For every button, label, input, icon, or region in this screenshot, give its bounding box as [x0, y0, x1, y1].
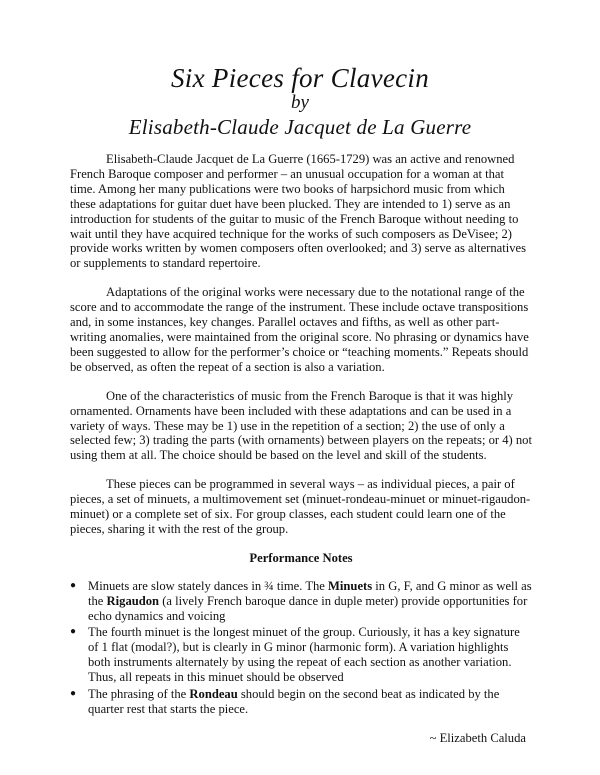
programming-paragraph: These pieces can be programmed in several ways – as individual pieces, a pair of pieces, a set of minuets, a multimovement set (minuet-rondeau-minuet or minuet-rigaudon-minuet) or a complete set of six. For group classes, each student could learn one of the pieces, sharing it with the rest of the group. — [70, 477, 531, 536]
note-bold-term: Rondeau — [189, 687, 238, 702]
note-bold-term: Rigaudon — [106, 593, 160, 608]
note-text: in G, F, and G minor as well as the — [88, 578, 532, 608]
note-text: The phrasing of the — [88, 687, 190, 702]
signature: ~ Elizabeth Caluda — [429, 730, 526, 745]
byline-word: by — [291, 92, 309, 114]
intro-paragraph: Elisabeth-Claude Jacquet de La Guerre (1665-1729) was an active and renowned French Baroque composer and performer – an unusual occupation for a woman at that time. Among her many publications were two books of harpsichord music from which these adaptations for guitar duet have been plucked. They are intended to 1) serve as an introduction for students of the guitar to music of the French Baroque without needing to wait until they have acquired technique for the works of such composers as DeVisee; 2) provide works written by women composers often overlooked; and 3) serve as alternatives or supplements to standard repertoire. — [70, 152, 527, 271]
note-text: should begin on the second beat as indicated by the quarter rest that starts the piece. — [88, 687, 500, 716]
adaptations-paragraph: Adaptations of the original works were necessary due to the notational range of the score and to accommodate the range of the instrument. These include octave transpositions and, in some instances, key changes. Parallel octaves and fifths, as well as other part-writing anomalies, were maintained from the original score. No phrasing or dynamics have been suggested to allow for the performer’s choice or “teaching moments.” Repeats should be observed, as often the repeat of a section is also a variation. — [70, 285, 529, 374]
title-block — [0, 64, 600, 138]
bullet-icon: ● — [70, 579, 77, 591]
list-item — [70, 625, 532, 685]
performance-notes-heading: Performance Notes — [249, 550, 353, 565]
note-text: The fourth minuet is the longest minuet of the group. Curiously, it has a key signature of 1 flat (modal?), but is clearly in G minor (harmonic form). A variation highlights both instruments alternately by using the repeat of each section as another variation. Thus, all repeats in this minuet should be observed — [88, 625, 520, 685]
bullet-icon: ● — [70, 626, 77, 638]
note-text: (a lively French baroque dance in duple meter) provide opportunities for echo dynamics and voicing — [88, 593, 528, 623]
document-title: Six Pieces for Clavecin — [170, 63, 430, 93]
body-text — [70, 152, 532, 746]
list-item — [70, 687, 532, 717]
ornaments-paragraph: One of the characteristics of music from the French Baroque is that it was highly ornamented. Ornaments have been included with these adaptations and can be used in a variety of ways. These may be 1) use in the repetition of a section; 2) the use of only a selected few; 3) trading the parts (with ornaments) between players on the repeats; or 4) not using them at all. The choice should be based on the level and skill of the students. — [70, 388, 532, 463]
list-item — [70, 579, 532, 624]
author-name: Elisabeth-Claude Jacquet de La Guerre — [128, 114, 472, 139]
note-text: Minuets are slow stately dances in ¾ time. The — [88, 578, 329, 593]
performance-notes-list — [70, 579, 532, 717]
bullet-icon: ● — [70, 688, 77, 700]
note-bold-term: Minuets — [328, 578, 373, 593]
